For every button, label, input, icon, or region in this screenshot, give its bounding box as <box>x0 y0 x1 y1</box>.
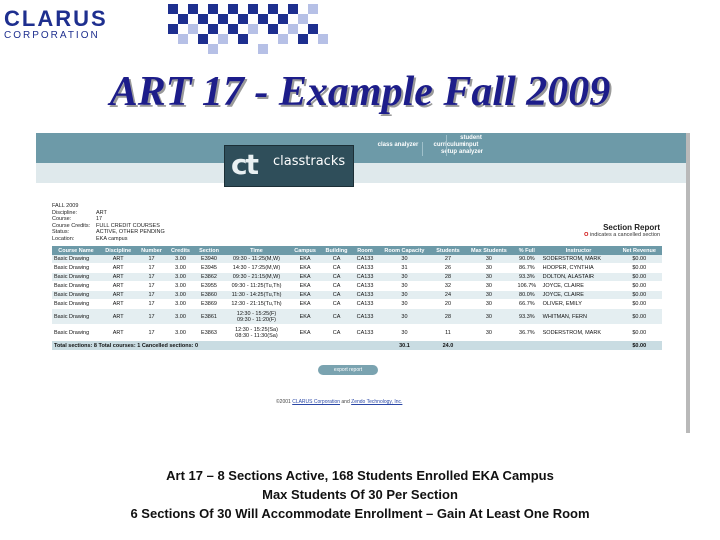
column-header[interactable]: Time <box>224 246 290 255</box>
table-cell: 11 <box>431 325 464 341</box>
table-cell: CA <box>321 309 353 325</box>
table-cell: 17 <box>136 273 166 282</box>
table-cell: E3862 <box>194 273 223 282</box>
table-cell: CA <box>321 291 353 300</box>
meta-row: Location: EKA campus <box>52 235 128 242</box>
table-cell: 30 <box>465 282 513 291</box>
table-cell: WHITMAN, FERN <box>541 309 617 325</box>
table-row[interactable] <box>52 273 662 282</box>
table-cell: E3955 <box>194 282 223 291</box>
table-cell: 36.7% <box>513 325 541 341</box>
table-total-row <box>52 341 662 351</box>
table-cell: CA <box>321 282 353 291</box>
table-cell: CA133 <box>352 264 377 273</box>
table-cell: E3945 <box>194 264 223 273</box>
table-cell: E3869 <box>194 300 223 309</box>
table-cell: 31 <box>378 264 432 273</box>
table-cell: 3.00 <box>167 264 195 273</box>
column-header[interactable]: Max Students <box>465 246 513 255</box>
table-cell: 30 <box>465 309 513 325</box>
table-cell: 80.0% <box>513 291 541 300</box>
table-cell: Basic Drawing <box>52 255 100 264</box>
table-cell: 14:30 - 17:25(M,W) <box>224 264 290 273</box>
table-cell: EKA <box>289 264 320 273</box>
table-cell: 12:30 - 15:25(F) 09:30 - 11:20(F) <box>224 309 290 325</box>
table-cell: 30 <box>378 255 432 264</box>
column-header[interactable]: Credits <box>167 246 195 255</box>
table-cell: CA133 <box>352 309 377 325</box>
table-cell: 3.00 <box>167 273 195 282</box>
column-header[interactable]: Course Name <box>52 246 100 255</box>
column-header[interactable]: % Full <box>513 246 541 255</box>
table-cell: ART <box>100 309 136 325</box>
table-cell: $0.00 <box>616 309 662 325</box>
table-row[interactable] <box>52 264 662 273</box>
table-cell: 17 <box>136 300 166 309</box>
table-cell: 30 <box>465 273 513 282</box>
table-cell: ART <box>100 282 136 291</box>
table-cell: 3.00 <box>167 325 195 341</box>
table-cell: 26 <box>431 264 464 273</box>
table-cell: CA <box>321 325 353 341</box>
table-cell: EKA <box>289 309 320 325</box>
table-cell: 17 <box>136 325 166 341</box>
meta-row: Course: 17 <box>52 216 103 223</box>
table-cell: Basic Drawing <box>52 291 100 300</box>
classtracks-logo-text: classtracks <box>273 154 346 169</box>
slide-caption <box>0 466 720 523</box>
total-students: 24.0 <box>431 341 464 351</box>
caption-line-3: 6 Sections Of 30 Will Accommodate Enrollment – Gain At Least One Room <box>130 506 590 521</box>
table-cell: 17 <box>136 264 166 273</box>
table-cell: $0.00 <box>616 282 662 291</box>
table-cell: JOYCE, CLAIRE <box>541 282 617 291</box>
table-cell: 17 <box>136 255 166 264</box>
table-cell: CA133 <box>352 273 377 282</box>
table-row[interactable] <box>52 255 662 264</box>
table-cell: CA133 <box>352 291 377 300</box>
cancelled-marker-icon: O <box>584 232 589 238</box>
logo-name: CLARUS <box>4 6 108 31</box>
table-cell: 28 <box>431 273 464 282</box>
table-cell: 3.00 <box>167 255 195 264</box>
caption-line-2: Max Students Of 30 Per Section <box>262 487 458 502</box>
table-cell: 17 <box>136 309 166 325</box>
column-header[interactable]: Campus <box>289 246 320 255</box>
table-cell: DOLTON, ALASTAIR <box>541 273 617 282</box>
nav-curriculum-setup[interactable]: curriculum setup <box>422 142 469 156</box>
table-cell: CA133 <box>352 325 377 341</box>
table-cell: 30 <box>465 300 513 309</box>
table-cell: ART <box>100 273 136 282</box>
table-cell: EKA <box>289 273 320 282</box>
table-cell: 11:30 - 14:25(Tu,Th) <box>224 291 290 300</box>
table-cell: 30 <box>465 255 513 264</box>
table-cell: 106.7% <box>513 282 541 291</box>
zendo-link[interactable]: Zendo Technology, Inc. <box>351 399 403 405</box>
table-row[interactable] <box>52 291 662 300</box>
classtracks-logo <box>224 145 354 187</box>
table-cell: 3.00 <box>167 291 195 300</box>
report-metadata <box>52 203 165 243</box>
column-header[interactable]: Room Capacity <box>378 246 432 255</box>
table-cell: $0.00 <box>616 255 662 264</box>
checker-pattern-decoration <box>168 0 338 55</box>
table-cell: Basic Drawing <box>52 325 100 341</box>
table-cell: 17 <box>136 291 166 300</box>
column-header[interactable]: Instructor <box>541 246 617 255</box>
table-cell: ART <box>100 291 136 300</box>
table-cell: 3.00 <box>167 309 195 325</box>
clarus-link[interactable]: CLARUS Corporation <box>292 399 341 405</box>
table-cell: 30 <box>378 325 432 341</box>
table-cell: E3861 <box>194 309 223 325</box>
table-cell: CA133 <box>352 255 377 264</box>
table-cell: 3.00 <box>167 300 195 309</box>
table-cell: OLIVER, EMILY <box>541 300 617 309</box>
app-header-bar <box>36 133 686 163</box>
section-report-title: Section Report <box>603 223 660 232</box>
table-cell: 90.0% <box>513 255 541 264</box>
export-report-button[interactable]: export report <box>318 365 378 375</box>
meta-row: Status: ACTIVE, OTHER PENDING <box>52 229 165 236</box>
table-cell: CA <box>321 255 353 264</box>
table-cell: ART <box>100 325 136 341</box>
total-revenue: $0.00 <box>616 341 662 351</box>
logo-subtitle: CORPORATION <box>4 30 100 41</box>
table-cell: CA <box>321 273 353 282</box>
table-cell: SODERSTROM, MARK <box>541 325 617 341</box>
table-row[interactable] <box>52 282 662 291</box>
table-cell: 32 <box>431 282 464 291</box>
table-cell: Basic Drawing <box>52 282 100 291</box>
table-cell: 30 <box>378 273 432 282</box>
table-cell: 27 <box>431 255 464 264</box>
table-cell: $0.00 <box>616 325 662 341</box>
table-cell: 30 <box>378 309 432 325</box>
table-row[interactable] <box>52 325 662 341</box>
column-header[interactable]: Building <box>321 246 353 255</box>
cancelled-note: O indicates a cancelled section <box>584 232 660 238</box>
table-cell: SODERSTROM, MARK <box>541 255 617 264</box>
app-header-band <box>36 163 686 183</box>
column-header[interactable]: Net Revenue <box>616 246 662 255</box>
table-cell: 09:30 - 11:25(Tu,Th) <box>224 282 290 291</box>
table-cell: CA <box>321 300 353 309</box>
table-cell: ART <box>100 255 136 264</box>
slide-title: ART 17 - Example Fall 2009 <box>109 69 611 115</box>
column-header[interactable]: Students <box>431 246 464 255</box>
total-capacity: 30.1 <box>378 341 432 351</box>
clarus-logo <box>4 8 114 48</box>
table-cell: 12:30 - 15:25(Sa) 08:30 - 11:30(Sa) <box>224 325 290 341</box>
table-cell: 30 <box>465 264 513 273</box>
table-cell: 30 <box>465 291 513 300</box>
table-cell: CA133 <box>352 282 377 291</box>
table-cell: 30 <box>378 282 432 291</box>
table-cell: Basic Drawing <box>52 300 100 309</box>
table-cell: HOOPER, CYNTHIA <box>541 264 617 273</box>
nav-class-analyzer[interactable]: class analyzer <box>377 142 419 148</box>
nav-student-input-analyzer[interactable]: student input analyzer <box>446 135 489 156</box>
column-header[interactable]: Number <box>136 246 166 255</box>
table-cell: 30 <box>465 325 513 341</box>
table-cell: 66.7% <box>513 300 541 309</box>
table-cell: E3940 <box>194 255 223 264</box>
meta-row: Discipline: ART <box>52 209 107 216</box>
table-cell: 17 <box>136 282 166 291</box>
table-cell: 09:30 - 11:25(M,W) <box>224 255 290 264</box>
table-cell: 30 <box>378 291 432 300</box>
table-cell: EKA <box>289 255 320 264</box>
table-cell: 93.3% <box>513 309 541 325</box>
table-cell: E3860 <box>194 291 223 300</box>
table-cell: 93.3% <box>513 273 541 282</box>
term-label: FALL 2009 <box>52 203 79 209</box>
table-cell: 20 <box>431 300 464 309</box>
table-cell: ART <box>100 300 136 309</box>
column-header[interactable]: Section <box>194 246 223 255</box>
table-cell: EKA <box>289 325 320 341</box>
table-cell: 12:30 - 21:15(Tu,Th) <box>224 300 290 309</box>
table-cell: CA133 <box>352 300 377 309</box>
caption-line-1: Art 17 – 8 Sections Active, 168 Students Enrolled EKA Campus <box>166 468 554 483</box>
table-cell: 24 <box>431 291 464 300</box>
column-header[interactable]: Room <box>352 246 377 255</box>
table-row[interactable] <box>52 309 662 325</box>
table-header-row <box>52 246 662 255</box>
table-body <box>52 255 662 351</box>
table-cell: $0.00 <box>616 264 662 273</box>
table-cell: 30 <box>378 300 432 309</box>
total-spacer <box>465 341 617 351</box>
table-cell: E3863 <box>194 325 223 341</box>
total-label: Total sections: 8 Total courses: 1 Cancelled sections: 0 <box>52 341 378 351</box>
ct-logo-mark: ct <box>231 148 257 181</box>
table-row[interactable] <box>52 300 662 309</box>
table-cell: EKA <box>289 282 320 291</box>
copyright-line: ©2001 CLARUS Corporation and Zendo Technology, Inc. <box>276 399 403 405</box>
table-cell: Basic Drawing <box>52 309 100 325</box>
column-header[interactable]: Discipline <box>100 246 136 255</box>
meta-row: Course Credits: FULL CREDIT COURSES <box>52 222 160 229</box>
table-cell: CA <box>321 264 353 273</box>
table-cell: $0.00 <box>616 300 662 309</box>
table-cell: 28 <box>431 309 464 325</box>
table-cell: 09:30 - 21:15(M,W) <box>224 273 290 282</box>
table-cell: Basic Drawing <box>52 264 100 273</box>
table-cell: JOYCE, CLAIRE <box>541 291 617 300</box>
table-cell: $0.00 <box>616 291 662 300</box>
table-cell: 3.00 <box>167 282 195 291</box>
table-cell: EKA <box>289 291 320 300</box>
table-cell: 86.7% <box>513 264 541 273</box>
table-cell: ART <box>100 264 136 273</box>
table-cell: $0.00 <box>616 273 662 282</box>
table-cell: Basic Drawing <box>52 273 100 282</box>
classtracks-report-screenshot <box>36 133 690 433</box>
table-cell: EKA <box>289 300 320 309</box>
section-report-table <box>52 246 662 351</box>
